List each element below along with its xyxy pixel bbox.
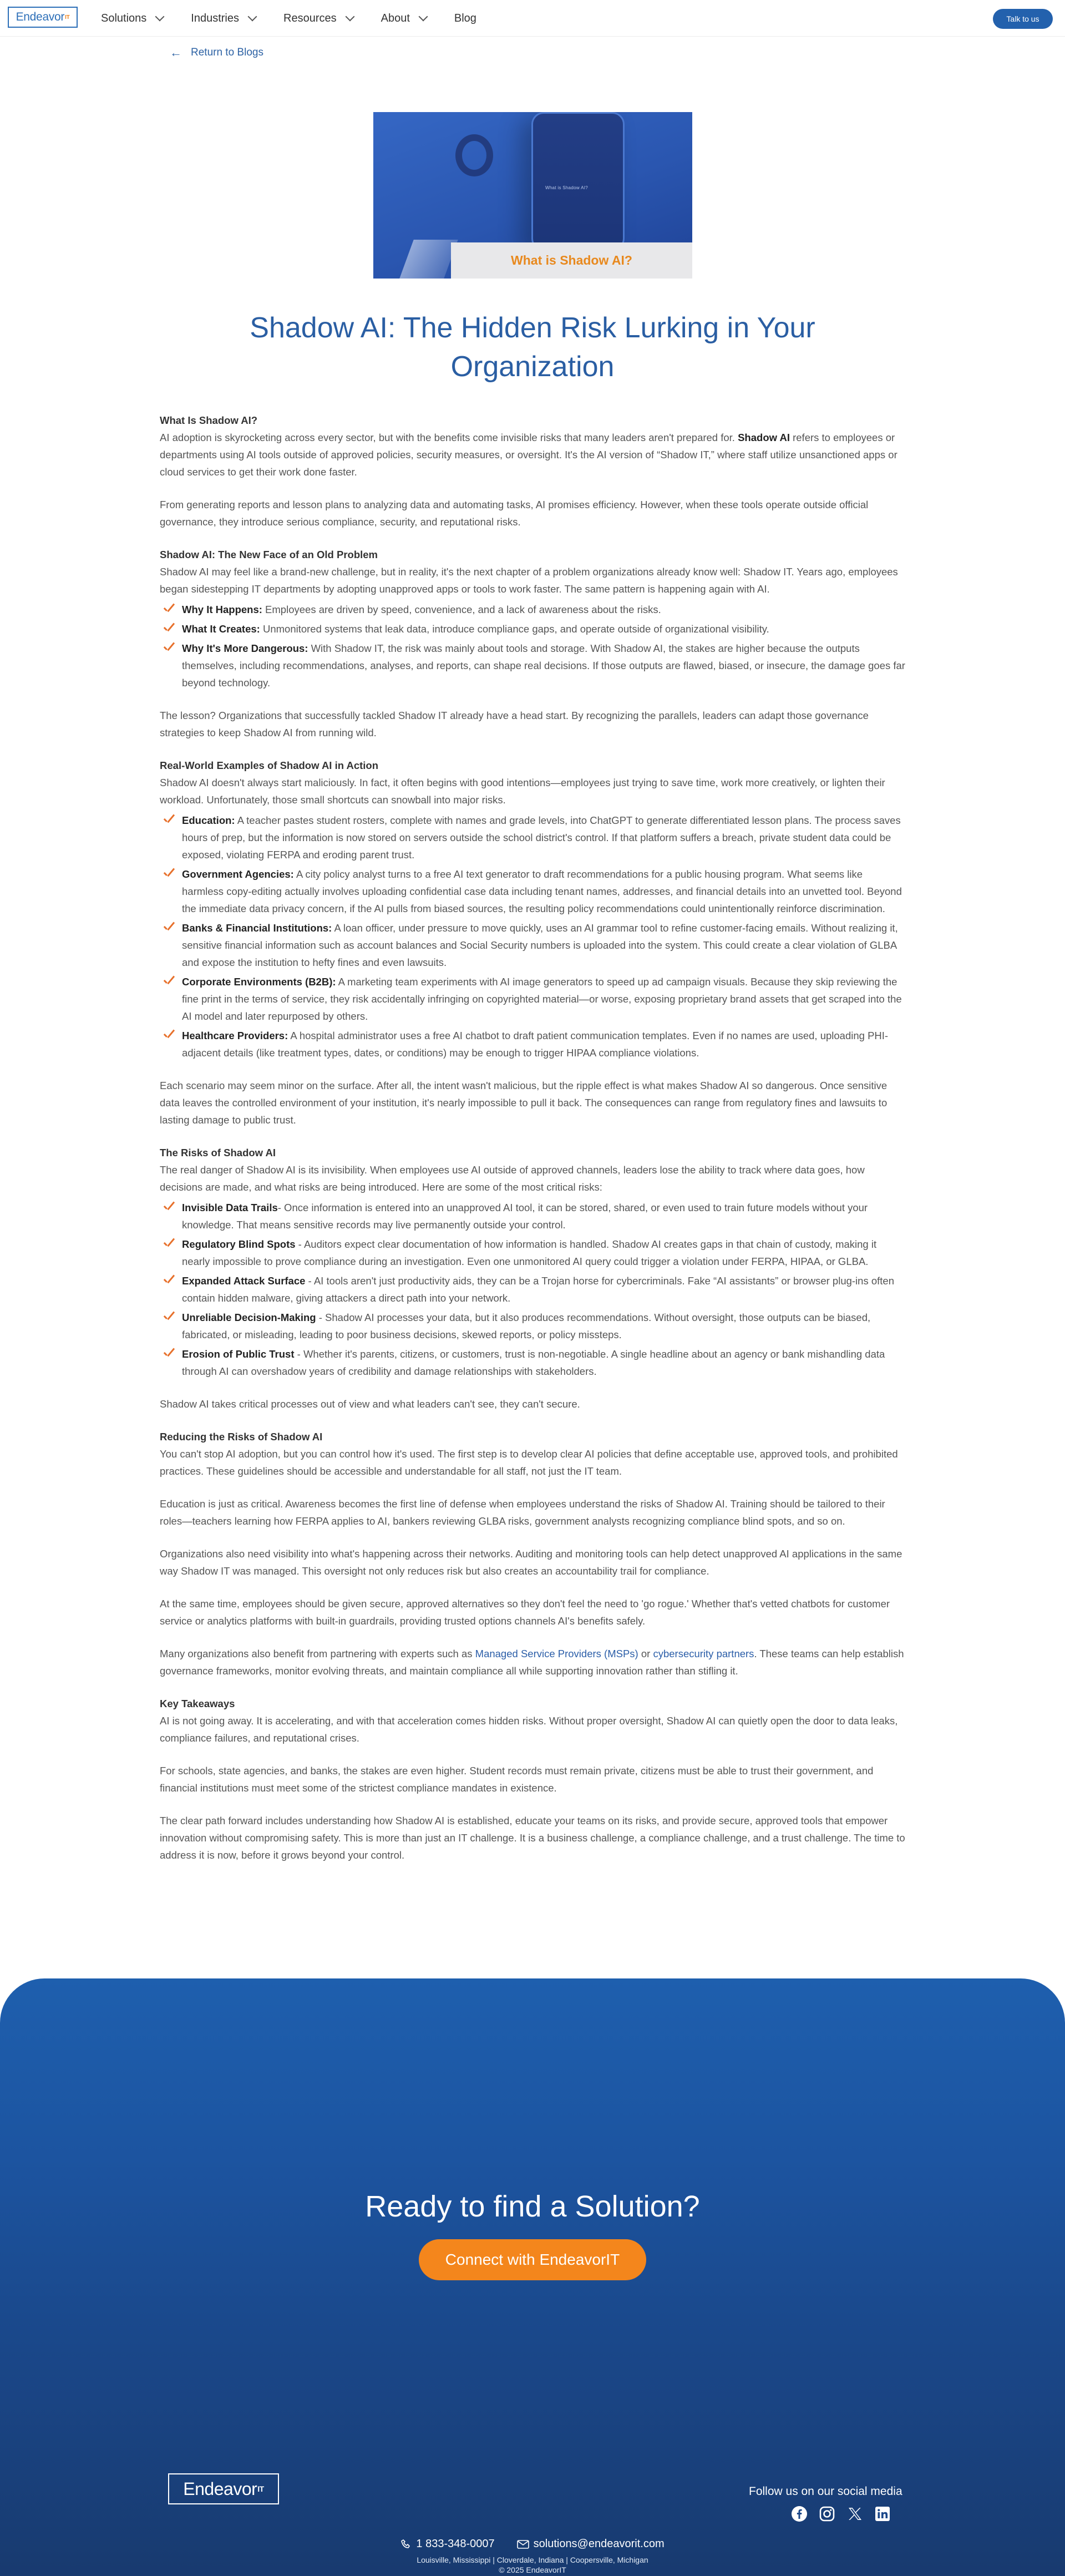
nav-menu xyxy=(101,0,504,37)
item-text: A hospital administrator uses a free AI chatbot to draft patient communication templates. Even if no names are used, uploading PHI-adjacent details (like treatment types, dates, or conditions) may be enough to trigger HIPAA compliance violations. xyxy=(182,1030,889,1059)
section-heading: Shadow AI: The New Face of an Old Problem xyxy=(160,549,378,560)
return-link-label: Return to Blogs xyxy=(191,47,263,58)
item-label: Education: xyxy=(182,814,235,826)
paragraph: For schools, state agencies, and banks, the stakes are even higher. Student records must remain private, citizens must be able to trust their government, and financial institutions must meet some of the strictest compliance mandates in existence. xyxy=(160,1765,874,1794)
logo[interactable] xyxy=(8,7,78,28)
check-icon xyxy=(162,922,175,934)
item-label: Why It Happens: xyxy=(182,604,262,615)
locations: Louisville, Mississippi | Cloverdale, Indiana | Coopersville, Michigan xyxy=(417,2555,648,2564)
paragraph: Organizations also need visibility into what's happening across their networks. Auditing and monitoring tools can help detect unapproved AI applications in the same way Shadow IT was managed. This oversight not only reduces risk but also creates an accountability trail for compliance. xyxy=(160,1548,902,1577)
bold-text: Shadow AI xyxy=(738,432,790,443)
checklist xyxy=(160,601,905,691)
paragraph: At the same time, employees should be given secure, approved alternatives so they don't feel the need to 'go rogue.' Whether that's vetted chatbots for customer service or analytics platforms with built-in guardrails, providing trusted options channels AI's benefits safely. xyxy=(160,1598,890,1627)
section-heading: Real-World Examples of Shadow AI in Action xyxy=(160,760,379,771)
nav-item-label: About xyxy=(381,12,410,24)
check-icon xyxy=(162,975,175,988)
hero-band-text: What is Shadow AI? xyxy=(511,253,632,267)
arrow-left-icon: ← xyxy=(170,45,182,59)
item-label: Invisible Data Trails xyxy=(182,1202,278,1213)
section-heading: Key Takeaways xyxy=(160,1698,235,1709)
linkedin-icon[interactable] xyxy=(873,2504,892,2523)
list-item xyxy=(160,1309,905,1343)
section-heading: Reducing the Risks of Shadow AI xyxy=(160,1431,323,1443)
nav-item-resources[interactable] xyxy=(283,12,353,25)
ai-logo-graphic xyxy=(455,134,493,176)
list-item xyxy=(160,1027,905,1061)
logo-text: Endeavor xyxy=(16,11,65,23)
nav-item-label: Blog xyxy=(454,12,476,24)
item-label: Government Agencies: xyxy=(182,868,294,880)
nav-item-label: Solutions xyxy=(101,12,147,24)
item-label: Erosion of Public Trust xyxy=(182,1348,295,1360)
check-icon xyxy=(162,814,175,826)
social-label: Follow us on our social media xyxy=(749,2485,902,2498)
paragraph xyxy=(160,429,905,480)
item-text: - Shadow AI processes your data, but it also produces recommendations. Without oversight, those outputs can be biased, fabricated, or misleading, leading to poor business decisions, skewed reports, or policy missteps. xyxy=(182,1312,871,1340)
item-text: - Whether it's parents, citizens, or customers, trust is non-negotiable. A single headline about an agency or bank mishandling data through AI can overshadow years of credibility and damage relationships with stakeholders. xyxy=(182,1348,885,1377)
item-text: A city policy analyst turns to a free AI text generator to draft recommendations for a public housing program. What seems like harmless copy-editing actually involves uploading confidential case data including tenant names, addresses, and financial details into an unvetted tool. Beyond the immediate data privacy concern, if the AI pulls from biased sources, the resulting policy recommendations could unintentionally reinforce discrimination. xyxy=(182,868,902,914)
item-text: Unmonitored systems that leak data, introduce compliance gaps, and operate outside of organizational visibility. xyxy=(260,623,769,635)
list-item xyxy=(160,919,905,971)
text: Many organizations also benefit from partnering with experts such as xyxy=(160,1648,475,1659)
chevron-down-icon xyxy=(418,12,428,22)
nav-item-industries[interactable] xyxy=(191,12,256,25)
cybersecurity-partners-link[interactable]: cybersecurity partners xyxy=(653,1648,754,1659)
cta-footer-section xyxy=(0,1978,1065,2576)
check-icon xyxy=(162,1348,175,1360)
list-item xyxy=(160,812,905,863)
check-icon xyxy=(162,1201,175,1213)
check-icon xyxy=(162,1029,175,1041)
check-icon xyxy=(162,1274,175,1287)
check-icon xyxy=(162,603,175,615)
item-label: Banks & Financial Institutions: xyxy=(182,922,332,934)
paragraph xyxy=(160,1645,905,1679)
item-text: - Auditors expect clear documentation of how information is handled. Shadow AI creates gaps in that chain of custody, making it nearly impossible to prove compliance during an investigation. Even one unmonitored AI query could trigger a violation under FERPA, HIPAA, or GLBA. xyxy=(182,1238,877,1267)
logo-sup: IT xyxy=(257,2484,264,2493)
item-text: Employees are driven by speed, convenience, and a lack of awareness about the risks. xyxy=(262,604,661,615)
paragraph: You can't stop AI adoption, but you can control how it's used. The first step is to develop clear AI policies that define acceptable use, approved tools, and prohibited practices. These guidelines should be accessible and understandable for all staff, not just the IT team. xyxy=(160,1448,898,1477)
item-text: - AI tools aren't just productivity aids, they can be a Trojan horse for cybercriminals. Fake “AI assistants” or browser plug-ins often contain hidden malware, giving attackers a direct path into your network. xyxy=(182,1275,894,1304)
paragraph: Education is just as critical. Awareness becomes the first line of defense when employees understand the risks of Shadow AI. Training should be tailored to their roles—teachers learning how FERPA applies to AI, bankers reviewing GLBA risks, government analysts recognizing compliance blind spots, and so on. xyxy=(160,1498,885,1527)
paragraph: AI is not going away. It is accelerating, and with that acceleration comes hidden risks. Without proper oversight, Shadow AI can quietly open the door to data leaks, compliance failures, and reputational crises. xyxy=(160,1715,898,1744)
paragraph: Shadow AI takes critical processes out of view and what leaders can't see, they can't secure. xyxy=(160,1398,580,1410)
list-item xyxy=(160,640,905,691)
paragraph: The real danger of Shadow AI is its invisibility. When employees use AI outside of approved channels, leaders lose the ability to track where data goes, how decisions are made, and what risks are being introduced. Here are some of the most critical risks: xyxy=(160,1164,865,1193)
facebook-icon[interactable] xyxy=(790,2504,809,2523)
list-item xyxy=(160,601,905,618)
item-text: A teacher pastes student rosters, complete with names and grade levels, into ChatGPT to generate differentiated lesson plans. The process saves hours of prep, but the information is now stored on servers outside the school district's control. If that platform suffers a breach, private student data could be exposed, violating FERPA and eroding parent trust. xyxy=(182,814,901,861)
paragraph: The clear path forward includes understanding how Shadow AI is established, educate your teams on its risks, and provide secure, approved tools that empower innovation without compromising safety. This is more than just an IT challenge. It is a business challenge, a compliance challenge, and a trust challenge. The time to address it is now, before it grows beyond your control. xyxy=(160,1815,905,1861)
section-heading: The Risks of Shadow AI xyxy=(160,1147,276,1158)
text: refers to employees or departments using AI tools outside of approved policies, security measures, or oversight. It's the AI version of “Shadow IT,” where staff utilize unsanctioned apps or cloud services to get their work done faster. xyxy=(160,432,897,478)
article-body xyxy=(160,412,905,1864)
list-item xyxy=(160,620,905,637)
nav-item-label: Industries xyxy=(191,12,239,24)
cta-title: Ready to find a Solution? xyxy=(365,2190,700,2223)
band-shadow xyxy=(399,240,458,279)
chevron-down-icon xyxy=(345,12,354,22)
talk-to-us-button[interactable]: Talk to us xyxy=(993,9,1053,29)
mail-icon xyxy=(517,2539,529,2549)
hero-image xyxy=(373,112,692,279)
phone-graphic xyxy=(531,112,625,251)
footer-logo[interactable] xyxy=(168,2473,279,2504)
check-icon xyxy=(162,868,175,880)
item-text: A marketing team experiments with AI image generators to speed up ad campaign visuals. Because they skip reviewing the fine print in the terms of service, they risk accidentally infringing on copyrighted material—or worse, exposing proprietary brand assets that get scraped into the AI model and later repurposed by others. xyxy=(182,976,902,1022)
nav-item-about[interactable] xyxy=(381,12,427,25)
list-item xyxy=(160,866,905,917)
item-label: Healthcare Providers: xyxy=(182,1030,288,1041)
list-item xyxy=(160,1236,905,1270)
chevron-down-icon xyxy=(248,12,257,22)
phone-caption: What is Shadow AI? xyxy=(545,185,588,190)
logo-sup: IT xyxy=(65,14,70,21)
paragraph: Shadow AI may feel like a brand-new challenge, but in reality, it's the next chapter of a problem organizations already know well: Shadow IT. Years ago, employees began sidestepping IT departments by adopting unapproved apps or tools to work faster. The same pattern is happening again with AI. xyxy=(160,566,898,595)
list-item xyxy=(160,973,905,1025)
item-label: Regulatory Blind Spots xyxy=(182,1238,296,1250)
page-title: Shadow AI: The Hidden Risk Lurking in Your Organization xyxy=(250,312,815,383)
x-icon[interactable] xyxy=(845,2504,864,2523)
return-to-blogs-link[interactable] xyxy=(170,45,263,60)
paragraph: The lesson? Organizations that successfully tackled Shadow IT already have a head start. By recognizing the parallels, leaders can adapt those governance strategies to keep Shadow AI from running wild. xyxy=(160,710,869,738)
paragraph: From generating reports and lesson plans to analyzing data and automating tasks, AI promises efficiency. However, when these tools operate outside official governance, they introduce serious compliance, security, and reputational risks. xyxy=(160,499,869,528)
contact-row xyxy=(0,2538,1065,2550)
list-item xyxy=(160,1199,905,1233)
item-label: Why It's More Dangerous: xyxy=(182,642,308,654)
list-item xyxy=(160,1345,905,1380)
top-nav xyxy=(0,0,1065,37)
item-label: Unreliable Decision-Making xyxy=(182,1312,316,1323)
logo-text: Endeavor xyxy=(183,2478,257,2499)
phone-contact[interactable] xyxy=(400,2538,494,2550)
item-text: - Once information is entered into an unapproved AI tool, it can be stored, shared, or even used to train future models without your knowledge. That means sensitive records may live permanently outside your control. xyxy=(182,1202,868,1231)
chevron-down-icon xyxy=(155,12,165,22)
paragraph: Each scenario may seem minor on the surface. After all, the intent wasn't malicious, but the ripple effect is what makes Shadow AI so dangerous. Once sensitive data leaves the controlled environment of your institution, it's nearly impossible to pull it back. The consequences can range from regulatory fines and lawsuits to lasting damage to public trust. xyxy=(160,1080,888,1126)
item-label: What It Creates: xyxy=(182,623,260,635)
text: . These teams can help establish governance frameworks, monitor evolving threats, and maintain compliance all while supporting innovation rather than stifling it. xyxy=(160,1648,904,1677)
item-text: With Shadow IT, the risk was mainly about tools and storage. With Shadow AI, the stakes are higher because the outputs themselves, including recommendations, analyses, and reports, can shape real decisions. If those outputs are flawed, biased, or insecure, the damage goes far beyond technology. xyxy=(182,642,905,689)
list-item xyxy=(160,1272,905,1307)
email-contact[interactable] xyxy=(517,2538,665,2550)
check-icon xyxy=(162,642,175,654)
paragraph: Shadow AI doesn't always start maliciously. In fact, it often begins with good intentions—employees just trying to save time, work more creatively, or lighten their workload. Unfortunately, those small shortcuts can snowball into major risks. xyxy=(160,777,885,806)
social-icons xyxy=(790,2504,901,2523)
item-text: A loan officer, under pressure to move quickly, uses an AI grammar tool to refine customer-facing emails. Without realizing it, sensitive financial information such as account balances and Social Security numbers is uploaded into the system. This could create a clear violation of GLBA and expose the institution to hefty fines and even lawsuits. xyxy=(182,922,898,968)
nav-item-solutions[interactable] xyxy=(101,12,163,25)
phone-number: 1 833-348-0007 xyxy=(416,2538,495,2550)
check-icon xyxy=(162,623,175,635)
section-heading: What Is Shadow AI? xyxy=(160,414,258,426)
instagram-icon[interactable] xyxy=(818,2504,836,2523)
checklist xyxy=(160,812,905,1061)
msp-link[interactable]: Managed Service Providers (MSPs) xyxy=(475,1648,638,1659)
nav-item-label: Resources xyxy=(283,12,337,24)
checklist xyxy=(160,1199,905,1380)
text: AI adoption is skyrocketing across every sector, but with the benefits come invisible risks that many leaders aren't prepared for. xyxy=(160,432,738,443)
item-label: Corporate Environments (B2B): xyxy=(182,976,336,988)
email-address: solutions@endeavorit.com xyxy=(533,2538,665,2550)
connect-button[interactable]: Connect with EndeavorIT xyxy=(419,2239,646,2280)
item-label: Expanded Attack Surface xyxy=(182,1275,306,1287)
nav-item-blog[interactable] xyxy=(454,12,476,25)
check-icon xyxy=(162,1238,175,1250)
text: or xyxy=(638,1648,653,1659)
copyright: © 2025 EndeavorIT xyxy=(499,2565,566,2574)
check-icon xyxy=(162,1311,175,1323)
phone-icon xyxy=(400,2539,412,2550)
